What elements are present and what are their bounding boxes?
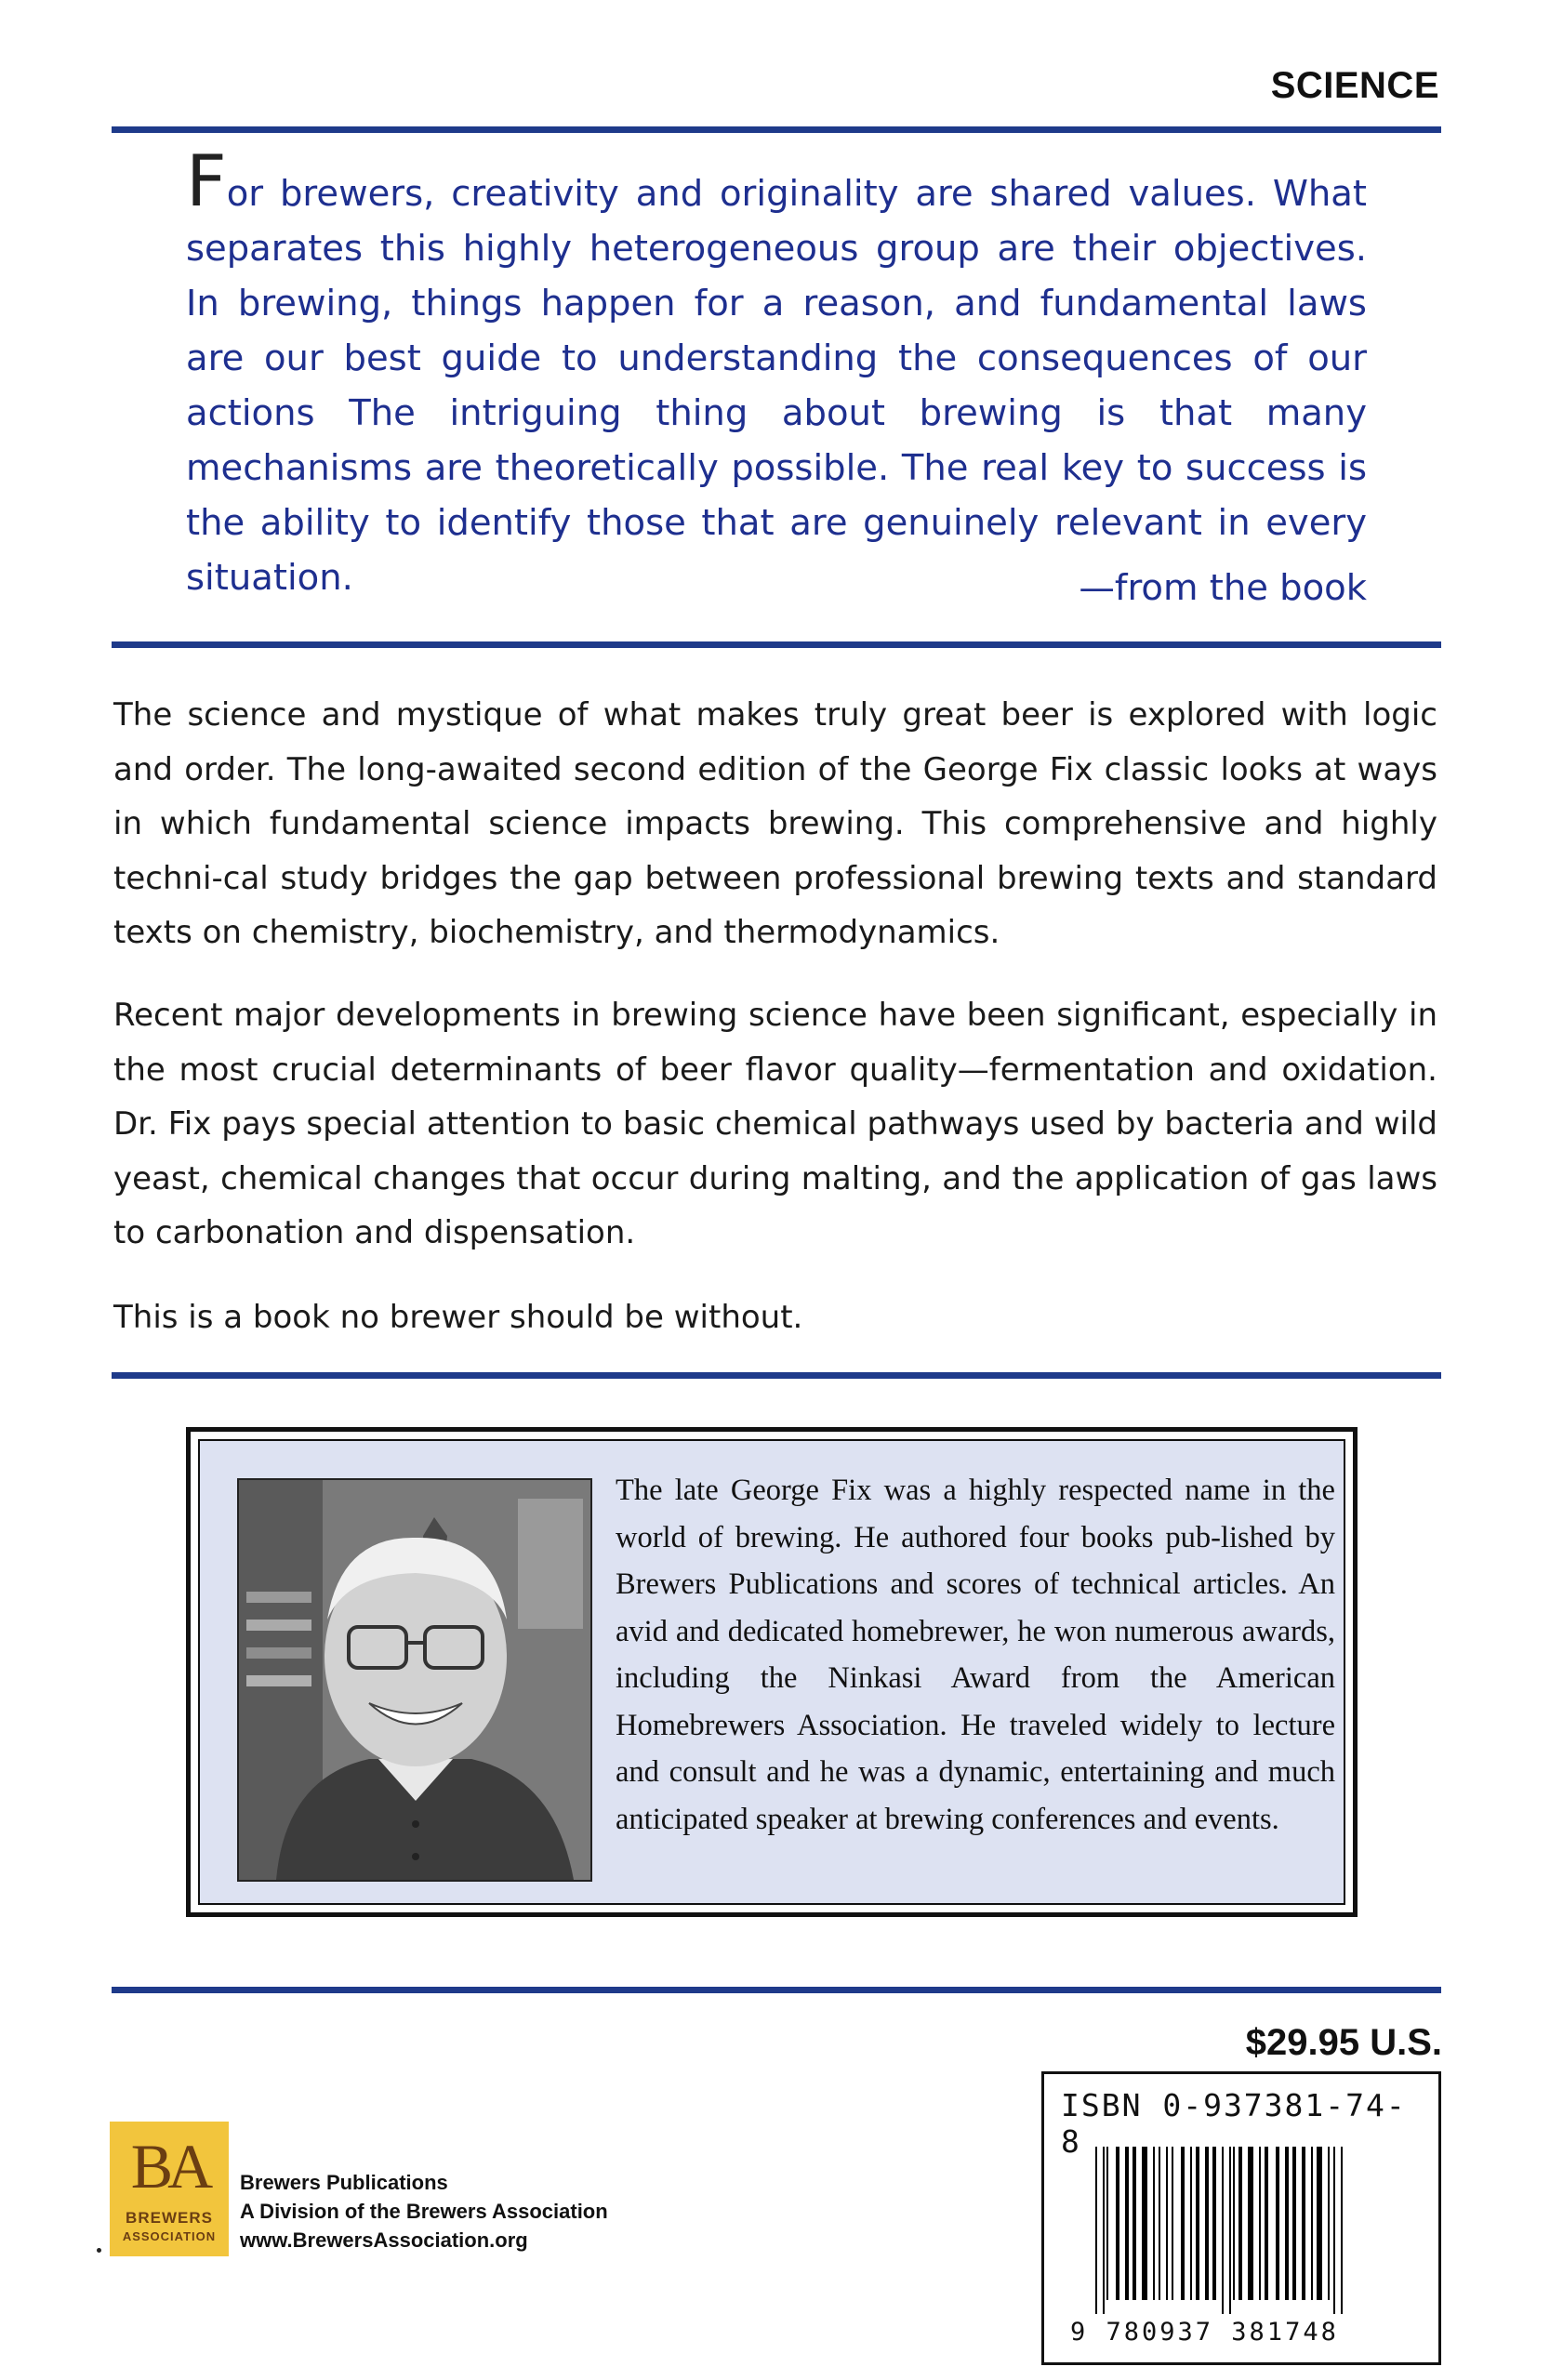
divider-rule-top — [112, 126, 1441, 133]
bullet-dot — [97, 2248, 101, 2253]
barcode-guard-bar — [1222, 2147, 1224, 2314]
isbn-label: ISBN 0-937381-74-8 — [1061, 2087, 1407, 2160]
barcode-guard-bar — [1229, 2147, 1231, 2314]
barcode-bar — [1276, 2147, 1279, 2300]
barcode-bar — [1142, 2147, 1147, 2300]
barcode-bar — [1265, 2147, 1268, 2300]
barcode-bar — [1125, 2147, 1129, 2300]
barcode-bar — [1106, 2147, 1108, 2300]
barcode-bar — [1317, 2147, 1322, 2300]
pull-quote — [186, 139, 1367, 605]
barcode-bar — [1153, 2147, 1155, 2300]
barcode-bar — [1166, 2147, 1168, 2300]
pull-quote-text: or brewers, creativity and originality are shared values. What separates this highly heterogeneous group are their objectives. In brewing, things happen for a reason, and fundamental laws are our best guide to understanding the consequences of our actions The intriguing thing about brewing is that many mechanisms are theoretically possible. The real key to success is the ability to identify those that are genuinely relevant in every situation. — [186, 173, 1367, 599]
barcode-bar — [1238, 2147, 1242, 2300]
publisher-website[interactable]: www.BrewersAssociation.org — [240, 2228, 528, 2252]
publisher-name: Brewers Publications — [240, 2171, 448, 2194]
description-paragraph-1: The science and mystique of what makes truly great beer is explored with logic and order. The long-awaited second edition of the George Fix classic looks at ways in which fundamental science impacts brewing. This comprehensive and highly techni-cal study bridges the gap between professional brewing texts and standard texts on chemistry, biochemistry, and thermodynamics. — [113, 696, 1437, 951]
barcode-bar — [1133, 2147, 1136, 2300]
author-portrait-icon — [239, 1480, 590, 1880]
barcode-bar — [1292, 2147, 1296, 2300]
quote-attribution: —from the book — [1079, 567, 1367, 609]
divider-rule-quote — [112, 641, 1441, 648]
barcode-bar — [1259, 2147, 1261, 2300]
author-bio-text: The late George Fix was a highly respected name in the world of brewing. He authored four books pub-lished by Brewers Publications and scores of technical articles. An avid and dedicated homebrewer, he won numerous awards, including the Ninkasi Award from the American Homebrewers Association. He traveled widely to lecture and consult and he was a dynamic, entertaining and much anticipated speaker at brewing conferences and events. — [616, 1474, 1335, 1836]
barcode-box — [1041, 2071, 1441, 2365]
divider-rule-bio — [112, 1987, 1441, 1993]
description-paragraph-3: This is a book no brewer should be without. — [113, 1299, 803, 1336]
logo-word-brewers: BREWERS — [126, 2209, 213, 2227]
barcode-bar — [1196, 2147, 1199, 2300]
divider-rule-description — [112, 1372, 1441, 1379]
publisher-info — [240, 2168, 608, 2254]
logo-letters: BA — [130, 2131, 208, 2202]
barcode-guard-bar — [1341, 2147, 1343, 2314]
barcode-bar — [1285, 2147, 1289, 2300]
drop-cap: F — [186, 139, 227, 222]
author-photo — [237, 1478, 592, 1882]
barcode-bar — [1159, 2147, 1160, 2300]
barcode-icon — [1095, 2147, 1402, 2314]
publisher-division: A Division of the Brewers Association — [240, 2200, 608, 2223]
barcode-bar — [1311, 2147, 1313, 2300]
barcode-bar — [1248, 2147, 1253, 2300]
barcode-bar — [1190, 2147, 1192, 2300]
barcode-bar — [1212, 2147, 1216, 2300]
barcode-bar — [1205, 2147, 1209, 2300]
barcode-number: 9 780937 381748 — [1070, 2318, 1339, 2347]
brewers-association-logo — [110, 2122, 229, 2256]
author-bio-box — [186, 1427, 1358, 1917]
barcode-bar — [1233, 2147, 1235, 2300]
description-paragraph-2: Recent major developments in brewing science have been significant, especially in the most crucial determinants of beer flavor quality—fermentation and oxidation. Dr. Fix pays special attention to basic chemical pathways used by bacteria and wild yeast, chemical changes that occur during malting, and the application of gas laws to carbonation and dispensation. — [113, 997, 1437, 1251]
barcode-bar — [1302, 2147, 1305, 2300]
author-bio-panel — [198, 1439, 1345, 1905]
price-label: $29.95 U.S. — [1245, 2022, 1442, 2063]
barcode-bar — [1328, 2147, 1330, 2300]
barcode-bar — [1172, 2147, 1173, 2300]
barcode-bar — [1181, 2147, 1185, 2300]
category-label: SCIENCE — [1270, 65, 1439, 106]
barcode-bar — [1116, 2147, 1119, 2300]
logo-word-association: ASSOCIATION — [122, 2229, 217, 2243]
barcode-guard-bar — [1103, 2147, 1105, 2314]
barcode-guard-bar — [1333, 2147, 1335, 2314]
barcode-guard-bar — [1095, 2147, 1097, 2314]
